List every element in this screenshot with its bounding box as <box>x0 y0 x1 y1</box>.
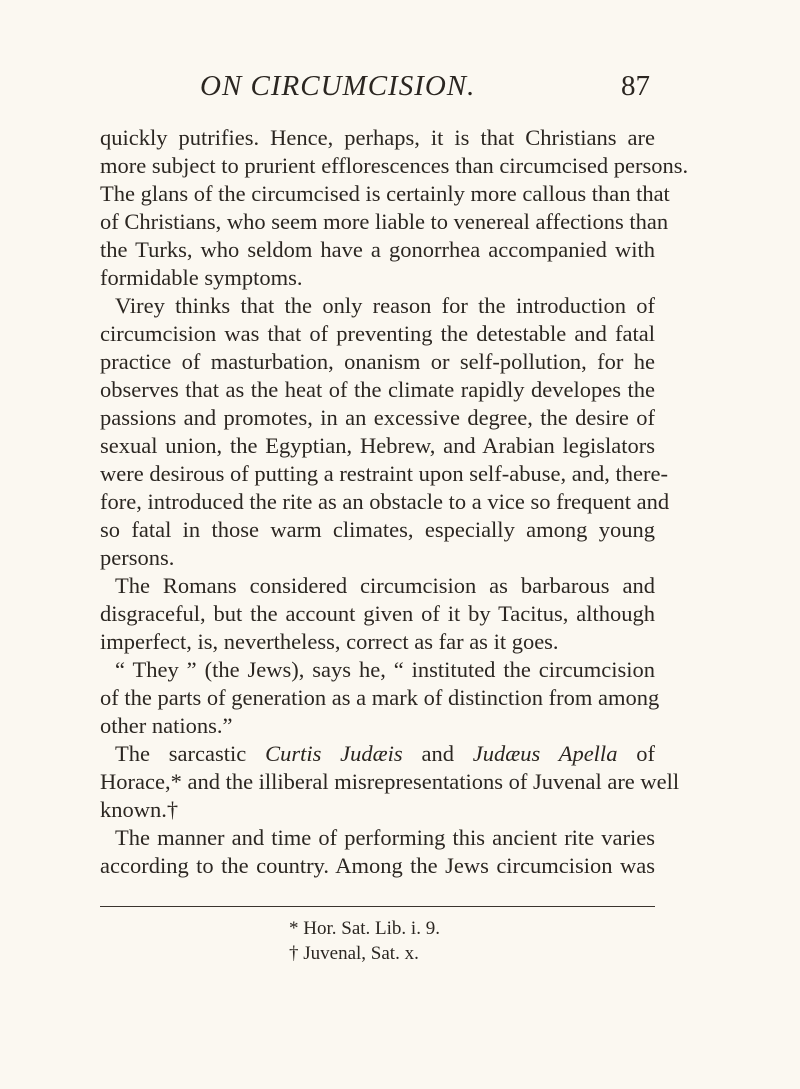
text-line: disgraceful, but the account given of it by Tacitus, although <box>100 601 655 626</box>
text-line: formidable symptoms. <box>100 265 303 290</box>
text-line: passions and promotes, in an excessive degree, the desire of <box>100 405 655 430</box>
running-title: ON CIRCUMCISION. <box>200 70 476 102</box>
footnote-divider <box>100 906 655 907</box>
text-line-curtis <box>100 740 655 768</box>
page-header <box>200 70 650 110</box>
text-line: practice of masturbation, onanism or self-pollution, for he <box>100 349 655 374</box>
text-line: observes that as the heat of the climate rapidly developes the <box>100 377 655 402</box>
text-fragment: of <box>617 741 656 766</box>
footnotes <box>289 916 440 966</box>
text-line: were desirous of putting a restraint upon self-abuse, and, there- <box>100 461 668 486</box>
text-line: The manner and time of performing this ancient rite varies <box>115 825 655 850</box>
text-line: imperfect, is, nevertheless, correct as far as it goes. <box>100 629 559 654</box>
text-line: “ They ” (the Jews), says he, “ instituted the circumcision <box>115 657 655 682</box>
footnote-1: * Hor. Sat. Lib. i. 9. <box>289 918 440 939</box>
text-line: more subject to prurient efflorescences than circumcised persons. <box>100 153 689 178</box>
text-line: Horace,* and the illiberal misrepresentations of Juvenal are well <box>100 769 680 794</box>
text-line: Virey thinks that the only reason for the introduction of <box>115 293 655 318</box>
text-line: fore, introduced the rite as an obstacle to a vice so frequent and <box>100 489 670 514</box>
italic-phrase: Judæus Apella <box>472 741 618 766</box>
text-line: persons. <box>100 545 175 570</box>
text-line: other nations.” <box>100 713 233 738</box>
page-number: 87 <box>621 70 650 102</box>
text-fragment: and <box>402 741 473 766</box>
text-line: of Christians, who seem more liable to venereal affections than <box>100 209 669 234</box>
text-line: of the parts of generation as a mark of distinction from among <box>100 685 660 710</box>
text-line: according to the country. Among the Jews circumcision was <box>100 853 655 878</box>
text-line: sexual union, the Egyptian, Hebrew, and Arabian legislators <box>100 433 655 458</box>
text-line: The glans of the circumcised is certainly more callous than that <box>100 181 670 206</box>
text-line: quickly putrifies. Hence, perhaps, it is that Christians are <box>100 125 655 150</box>
italic-phrase: Curtis Judæis <box>265 741 403 766</box>
text-line: circumcision was that of preventing the detestable and fatal <box>100 321 655 346</box>
text-line: The Romans considered circumcision as barbarous and <box>115 573 655 598</box>
text-line: the Turks, who seldom have a gonorrhea accompanied with <box>100 237 655 262</box>
text-line: so fatal in those warm climates, especially among young <box>100 517 655 542</box>
body-text <box>100 124 689 880</box>
footnote-2: † Juvenal, Sat. x. <box>289 943 419 964</box>
text-fragment: The sarcastic <box>115 741 266 766</box>
text-line: known.† <box>100 797 179 822</box>
